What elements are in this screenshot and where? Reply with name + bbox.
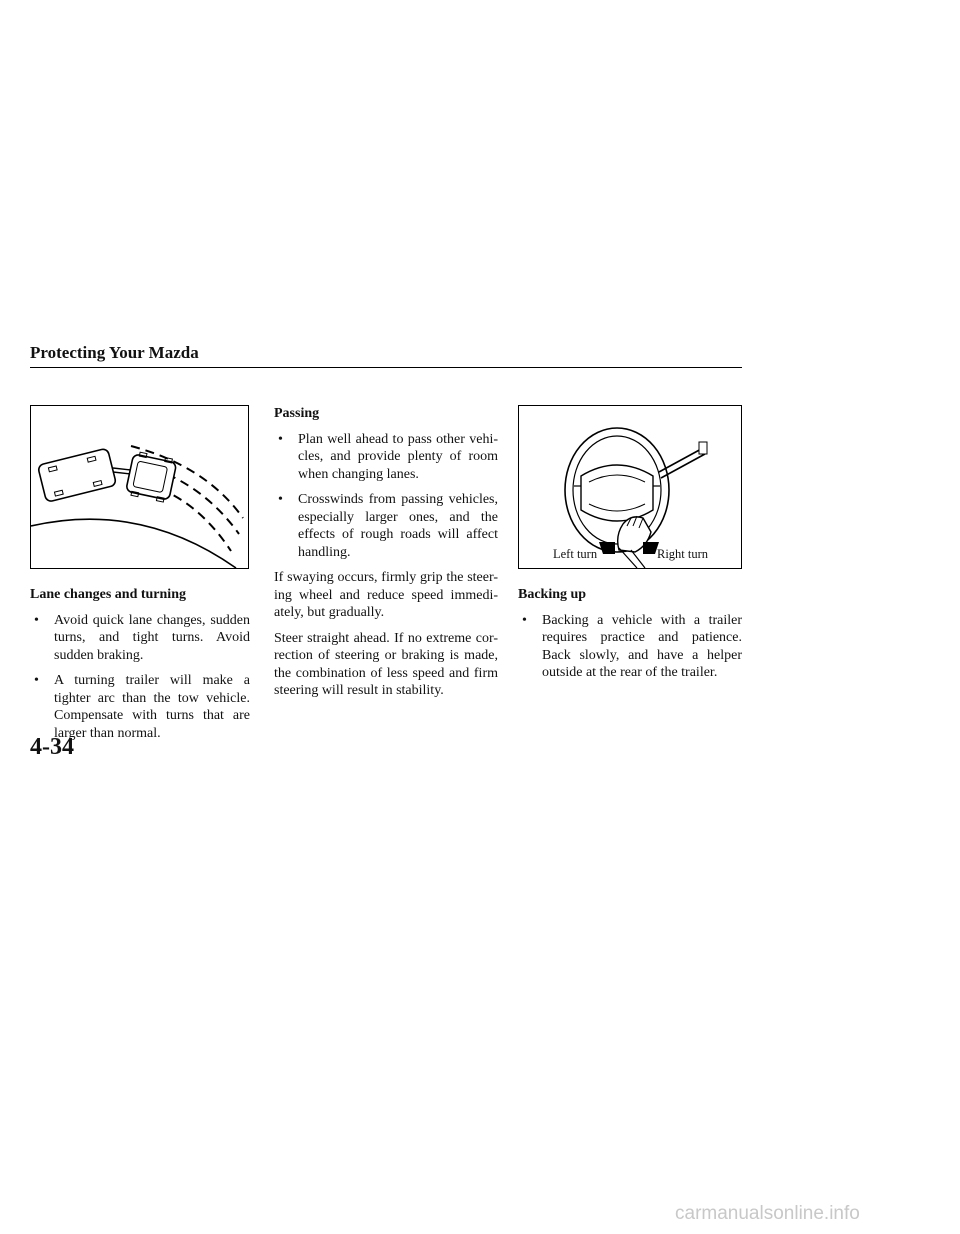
- steering-wheel-illustration: [519, 406, 741, 568]
- lane-changes-section: [30, 586, 250, 750]
- list-item: • Plan well ahead to pass other vehi-cles, and provide plenty of room when changing lanes.: [278, 431, 498, 482]
- left-turn-arrow-icon: [599, 542, 615, 554]
- list-item: • A turning trailer will make a tighter arc than the tow vehicle. Compensate with turns that are larger than normal.: [34, 673, 250, 741]
- bullet-icon: •: [278, 492, 283, 507]
- steer-straight-paragraph: Steer straight ahead. If no extreme cor-rection of steering or braking is made, the combination of less speed and firm steering will result in stability.: [274, 630, 498, 698]
- passing-section: [274, 405, 498, 708]
- swaying-paragraph: If swaying occurs, firmly grip the steer-ing wheel and reduce speed immedi-ately, but gradually.: [274, 570, 498, 620]
- turning-trailer-figure: [30, 405, 249, 569]
- backing-up-section: [518, 586, 742, 690]
- bullet-icon: •: [34, 612, 39, 628]
- backing-up-heading: Backing up: [518, 587, 587, 602]
- list-item: • Crosswinds from passing vehicles, especially larger ones, and the effects of rough roads will affect handling.: [278, 492, 498, 560]
- list-item: • Backing a vehicle with a trailer requires practice and patience. Back slowly, and have a helper outside at the rear of the trailer.: [522, 612, 742, 680]
- list-item: • Avoid quick lane changes, sudden turns, and tight turns. Avoid sudden braking.: [34, 612, 250, 663]
- bullet-icon: •: [34, 673, 39, 688]
- section-title: Protecting Your Mazda: [30, 343, 199, 362]
- right-turn-label: Right turn: [657, 547, 709, 561]
- steering-wheel-figure: [518, 405, 742, 569]
- left-turn-label: Left turn: [553, 547, 598, 561]
- lane-changes-heading: Lane changes and turning: [30, 587, 186, 602]
- bullet-icon: •: [522, 612, 527, 628]
- header-rule: [30, 367, 742, 368]
- bullet-icon: •: [278, 431, 283, 447]
- turning-trailer-illustration: [31, 406, 248, 568]
- watermark: carmanualsonline.info: [675, 1203, 860, 1224]
- passing-heading: Passing: [274, 406, 320, 421]
- page-number: 4-34: [30, 734, 74, 760]
